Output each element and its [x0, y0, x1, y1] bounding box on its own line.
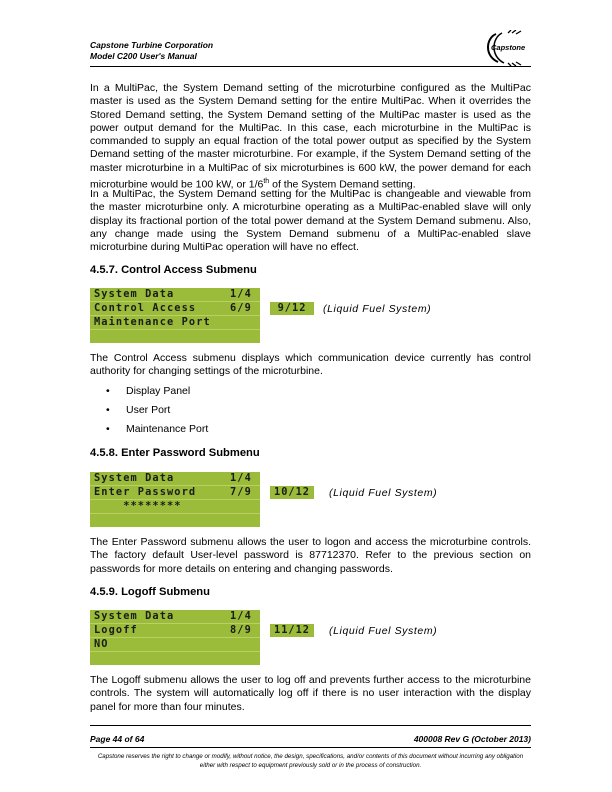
lcd-row: System Data 1/4 — [90, 288, 260, 302]
lcd-display-control-access — [90, 288, 260, 343]
lcd-display-enter-password — [90, 472, 260, 527]
fuel-system-note: (Liquid Fuel System) — [329, 625, 438, 637]
lcd-row: System Data 1/4 — [90, 472, 260, 486]
lcd-row: Logoff 8/9 — [90, 624, 260, 638]
list-item: • Maintenance Port — [106, 423, 209, 435]
fuel-system-note: (Liquid Fuel System) — [329, 487, 438, 499]
footer-rule — [90, 725, 531, 726]
menu-index-badge: 11/12 — [270, 624, 314, 637]
menu-index-badge: 9/12 — [270, 302, 314, 315]
footer-rule-2 — [90, 747, 531, 748]
section-heading-control-access: 4.5.7. Control Access Submenu — [90, 264, 257, 276]
intro-paragraph-2: In a MultiPac, the System Demand setting for the MultiPac is changeable and viewable from the master microturbine only. A microturbine operating as a MultiPac-enabled slave will only display its fractional portion of the total power demand at the System Demand submenu. Also, any change made using the System Demand submenu of a MultiPac-enabled slave microturbine during MultiPac operation will have no effect. — [90, 188, 531, 254]
page-number: Page 44 of 64 — [90, 734, 145, 744]
fuel-system-note: (Liquid Fuel System) — [323, 303, 432, 315]
logo-text: Capstone — [491, 43, 526, 52]
list-item: • Display Panel — [106, 385, 191, 397]
lcd-row — [90, 652, 260, 665]
enter-password-body: The Enter Password submenu allows the user to logon and access the microturbine controls. The factory default User-level password is 87712370. Refer to the previous section on passwords for more details on entering and changing passwords. — [90, 536, 531, 575]
manual-title: Model C200 User's Manual — [90, 51, 197, 61]
lcd-row: System Data 1/4 — [90, 610, 260, 624]
logoff-body: The Logoff submenu allows the user to log off and prevents further access to the microturbine controls. The system will automatically log off if there is no user interaction with the display panel for more than four minutes. — [90, 674, 531, 713]
intro-paragraph-1: In a MultiPac, the System Demand setting of the microturbine configured as the MultiPac master is used as the System Demand setting for the entire MultiPac. When it overrides the Stored Demand setting, the System Demand setting of the MultiPac master is used as the power output demand for the MultiPac. In this case, each microturbine in the MultiPac is commanded to supply an equal fraction of the total power output as specified by the System Demand setting of the master microturbine. For example, if the System Demand setting of the master microturbine in a MultiPac of six microturbines is 600 kW, the power demand for each microturbine would be 100 kW, or 1/6th of the System Demand setting. — [90, 82, 531, 191]
section-heading-logoff: 4.5.9. Logoff Submenu — [90, 586, 210, 598]
page-header — [90, 40, 213, 62]
lcd-row: Control Access 6/9 — [90, 302, 260, 316]
company-name: Capstone Turbine Corporation — [90, 40, 214, 50]
lcd-row: NO — [90, 638, 260, 652]
header-rule — [90, 66, 531, 67]
section-heading-enter-password: 4.5.8. Enter Password Submenu — [90, 447, 260, 459]
disclaimer: Capstone reserves the right to change or modify, without notice, the design, specifications, and/or contents of this document without incurring any obligation either with respect to equipment previously sold or in the process of construction. — [97, 753, 524, 769]
lcd-row: Maintenance Port — [90, 316, 260, 330]
document-revision: 400008 Rev G (October 2013) — [413, 734, 531, 744]
lcd-row — [90, 330, 260, 343]
lcd-display-logoff — [90, 610, 260, 665]
menu-index-badge: 10/12 — [270, 486, 314, 499]
list-item: • User Port — [106, 404, 171, 416]
lcd-row — [90, 514, 260, 527]
control-access-body: The Control Access submenu displays which communication device currently has control authority for changing settings of the microturbine. — [90, 352, 531, 378]
lcd-row: Enter Password 7/9 — [90, 486, 260, 500]
lcd-row: ******** — [90, 500, 260, 514]
